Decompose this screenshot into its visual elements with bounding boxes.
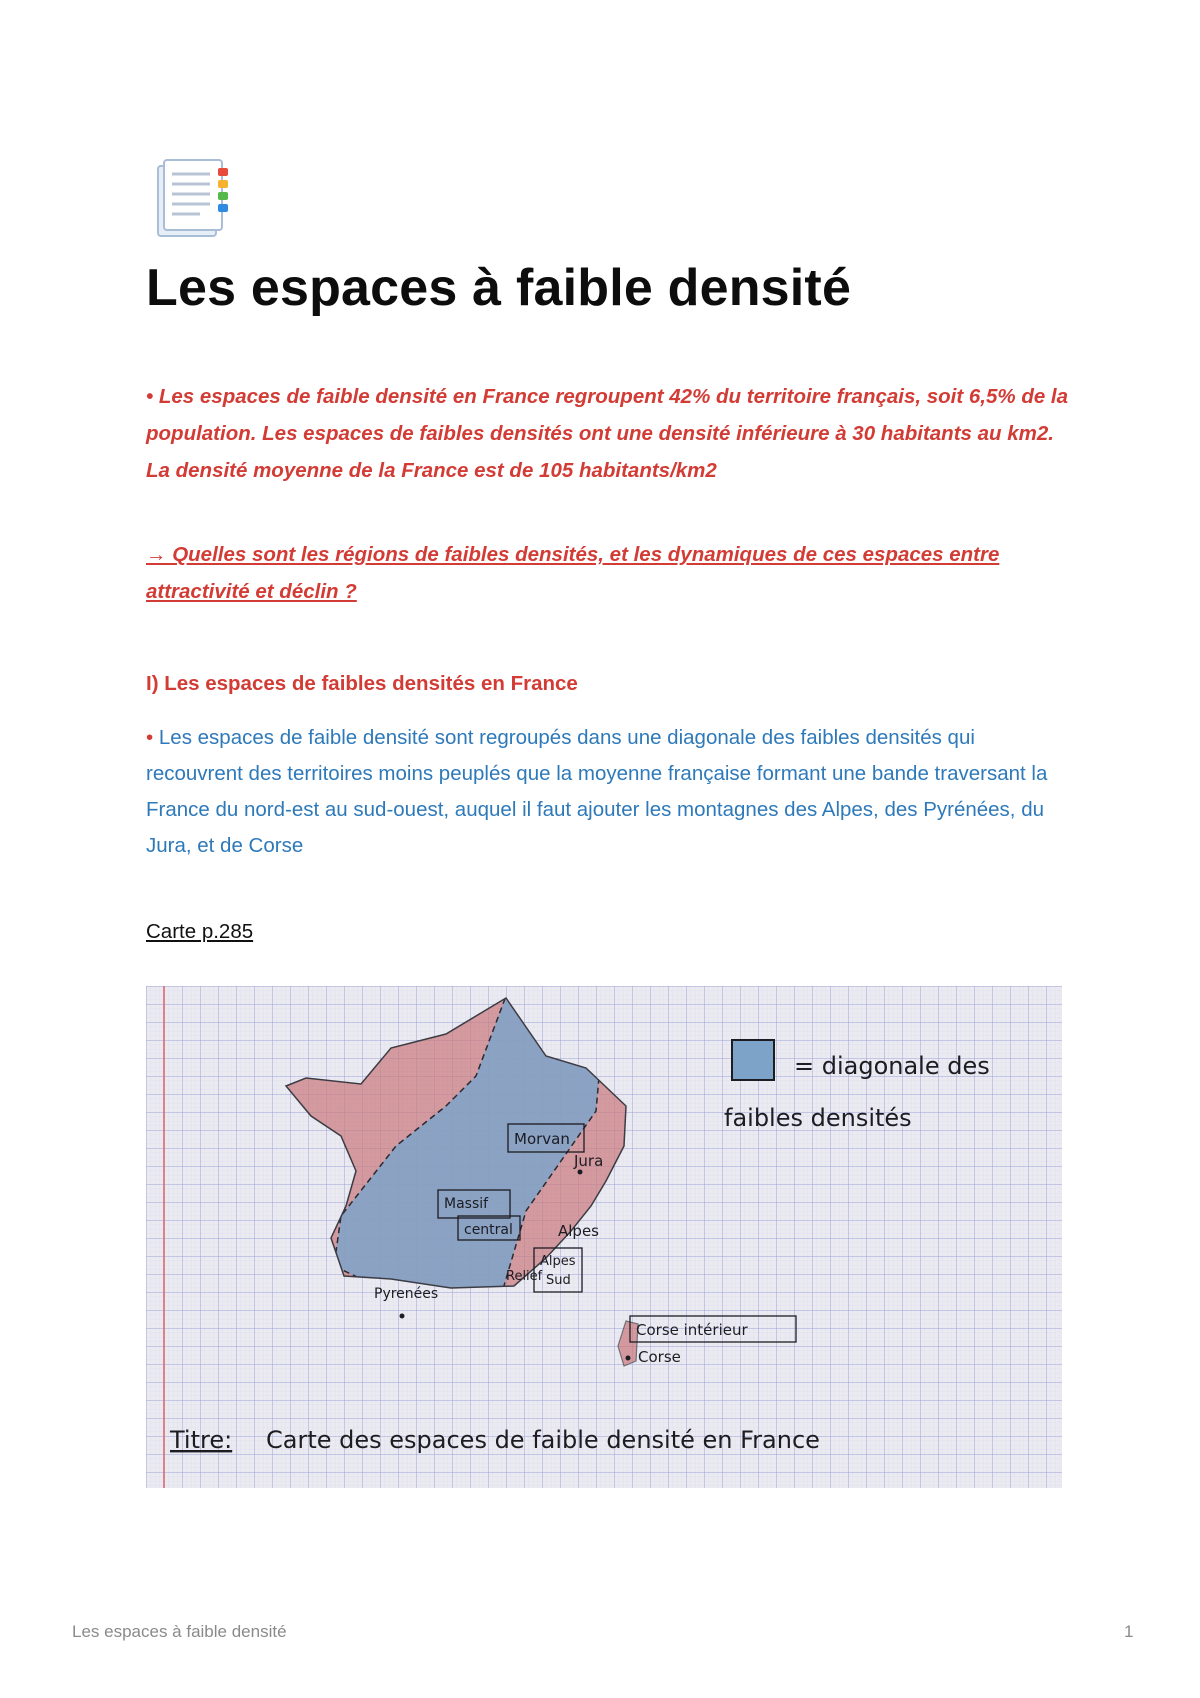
label-morvan: Morvan <box>514 1130 570 1148</box>
section-heading: I) Les espaces de faibles densités en France <box>146 672 578 695</box>
page-title: Les espaces à faible densité <box>146 259 852 317</box>
bullet: • <box>146 726 154 749</box>
legend-swatch <box>732 1040 774 1080</box>
label-central: central <box>464 1222 513 1238</box>
map-reference: Carte p.285 <box>146 920 254 943</box>
label-pyrenees: Pyrenées <box>374 1286 439 1302</box>
map-photo <box>146 986 1062 1488</box>
caption-prefix: Titre: <box>170 1426 233 1454</box>
problem-question: → Quelles sont les régions de faibles densités, et les dynamiques de ces espaces entre attractivité et déclin ? <box>146 543 1000 603</box>
label-jura: Jura <box>574 1152 604 1170</box>
label-alpes-sud-1: Alpes <box>540 1254 576 1269</box>
label-massif: Massif <box>444 1196 489 1212</box>
footer-title: Les espaces à faible densité <box>72 1622 287 1641</box>
label-alpes: Alpes <box>558 1222 599 1240</box>
page-number: 1 <box>1124 1622 1134 1641</box>
section-text: Les espaces de faible densité sont regroupés dans une diagonale des faibles densités qui recouvrent des territoires moins peuplés que la moyenne française formant une bande traversant la France du nord-est au sud-ouest, auquel il faut ajouter les montagnes des Alpes, des Pyrénées, du Jura, et de Corse <box>146 726 1048 857</box>
section-paragraph <box>146 720 1076 864</box>
label-relief: Relief <box>506 1269 543 1284</box>
label-alpes-sud-2: Sud <box>546 1273 571 1288</box>
legend-line-2: faibles densités <box>724 1104 912 1132</box>
label-corse-interieur: Corse intérieur <box>636 1321 748 1339</box>
intro-paragraph: • Les espaces de faible densité en France regroupent 42% du territoire français, soit 6,5% de la population. Les espaces de faibles densités ont une densité inférieure à 30 habitants au km2. La densité moyenne de la France est de 105 habitants/km2 <box>146 385 1069 482</box>
label-corse: Corse <box>638 1348 681 1366</box>
legend-line-1: = diagonale des <box>794 1052 990 1080</box>
notebook-icon <box>156 158 230 240</box>
caption-text: Carte des espaces de faible densité en France <box>266 1426 820 1454</box>
